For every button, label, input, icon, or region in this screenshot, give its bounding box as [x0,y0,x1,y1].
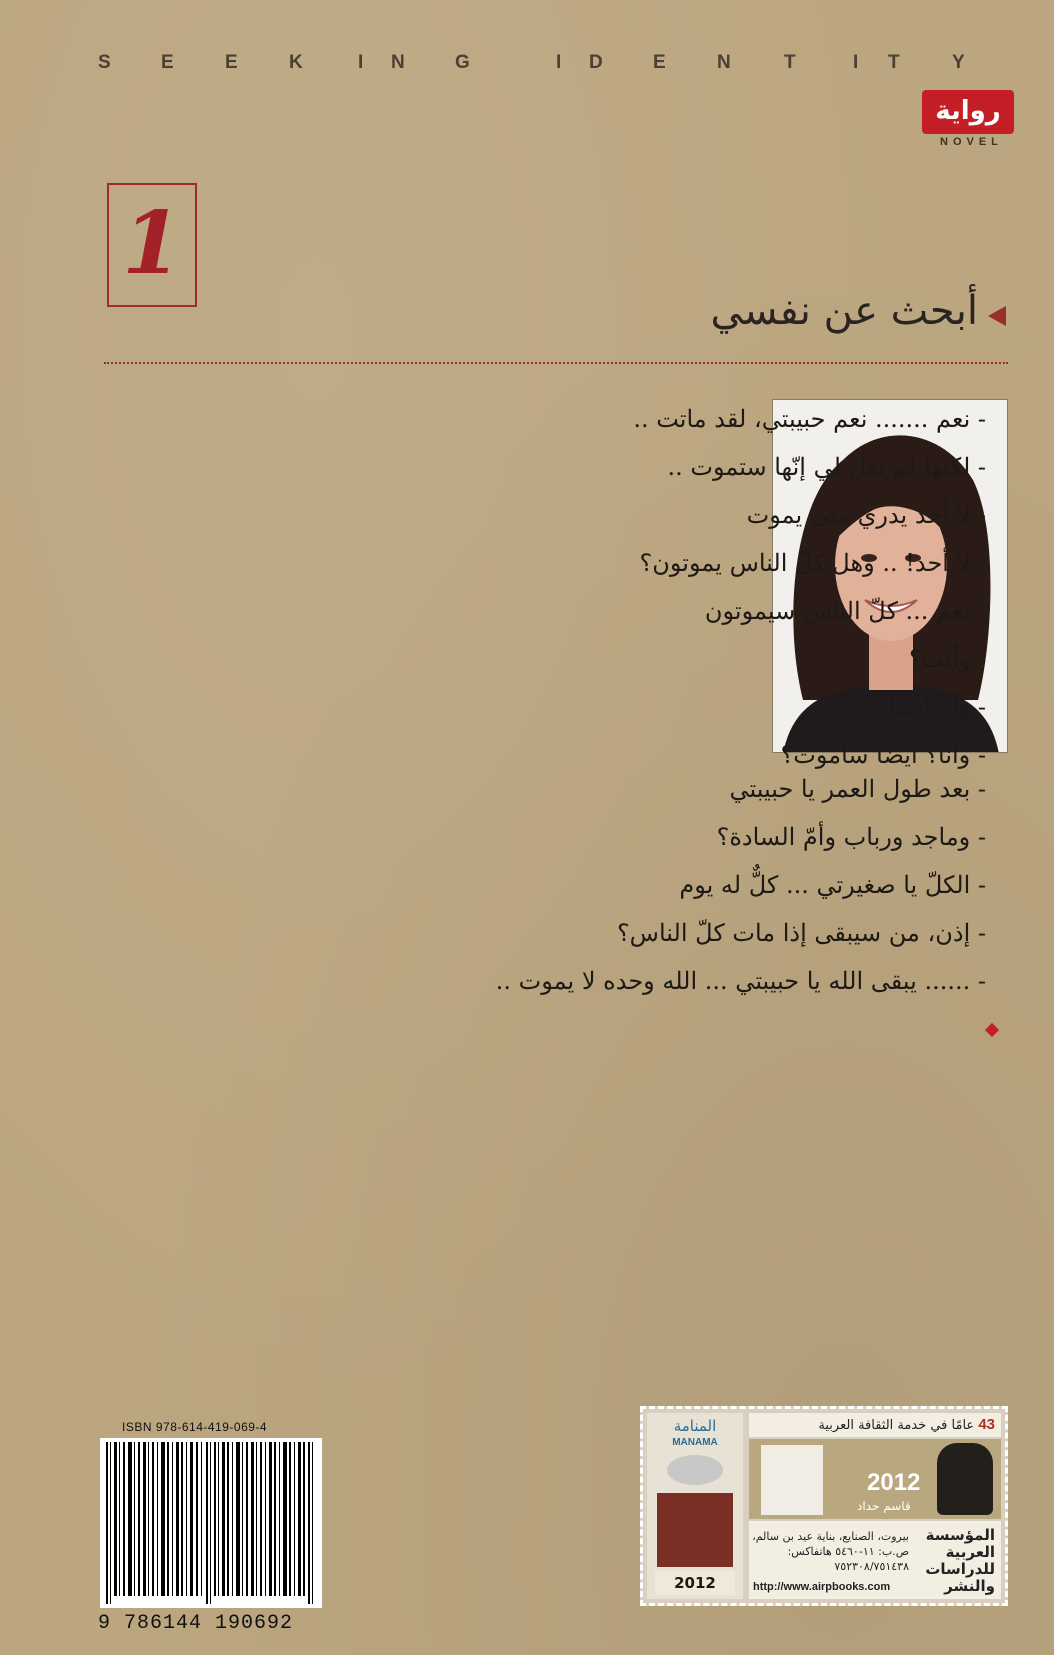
isbn-label: ISBN 978-614-419-069-4 [122,1420,268,1434]
title-text: أبحث عن نفسي [710,288,978,334]
stamp-art-year: 2012 [867,1469,921,1496]
series-number: 1 [107,183,197,307]
postage-stamp [640,1406,1008,1606]
publisher-website: http://www.airpbooks.com [753,1581,891,1593]
poem-line: - نعم ....... نعم حبيبتي، لقد ماتت .. [633,405,986,433]
dotted-divider [104,362,1008,364]
series-letter: T [888,52,900,73]
series-letter: I [358,52,364,73]
publisher-name: المؤسسة العربية للدراسات والنشر [925,1526,995,1595]
arrow-icon [988,306,1006,326]
poet-portrait-icon [761,1445,823,1515]
series-letter: N [717,52,731,73]
poem-line: - لكنّها لم تقل لي إنّها ستموت .. [667,453,986,481]
series-letter: E [653,52,666,73]
end-diamond-icon [985,1023,999,1037]
pearl-icon [667,1455,723,1485]
poem-line: - وأنا أيضًا [888,693,986,721]
stamp-header-text: عامًا في خدمة الثقافة العربية [818,1418,975,1433]
poem-line: - ...... يبقى الله يا حبيبتي ... الله وحده لا يموت .. [495,967,986,995]
publisher-logo [920,90,1020,150]
barcode-number: 9 786144 190692 [98,1612,294,1635]
poem-line: - لا أحد! .. وهل كلّ الناس يموتون؟ [639,549,986,577]
poem-line: - نعم ... كلّ الناس سيموتون [704,597,986,625]
series-letter: I [853,52,859,73]
book-title [506,288,1006,348]
poem-line: - وأنا؟ أيضًا سأموت؟ [780,741,986,769]
stamp-publisher-panel [749,1521,1001,1599]
calligraphy-icon [657,1493,733,1567]
series-letter: G [455,52,470,73]
logo-label: NOVEL [940,136,1003,148]
horse-head-logo-icon [937,1443,993,1515]
series-letter: N [391,52,405,73]
series-letter: S [98,52,111,73]
series-letter: E [225,52,238,73]
series-letter: T [784,52,796,73]
poem-block-upper [346,395,986,779]
barcode [100,1438,322,1608]
manama-label-en: MANAMA [672,1437,718,1448]
stamp-years-number: 43 [978,1416,995,1433]
series-letter: D [589,52,603,73]
series-letter: K [289,52,303,73]
poem-line: - وأنت؟ [909,645,986,673]
poem-line: - الكلّ يا صغيرتي ... كلٌّ له يوم [679,871,986,899]
barcode-bars-icon [100,1438,322,1608]
stamp-header [749,1413,1001,1437]
poem-block-lower [106,765,986,1005]
logo-mark: رواية [922,90,1014,134]
publisher-address: بيروت، الصنايع، بناية عيد بن سالم، ص.ب: ١١-٥٤٦٠ هاتفاكس: ٧٥٢٣٠٨/٧٥١٤٣٨ [752,1530,909,1573]
poem-line: - إذن، من سيبقى إذا مات كلّ الناس؟ [616,919,986,947]
series-letter: Y [952,52,965,73]
stamp-artwork [749,1439,1001,1519]
poem-line: - بعد طول العمر يا حبيبتي [729,775,986,803]
stamp-manama-panel [647,1413,743,1599]
series-letter: I [556,52,562,73]
stamp-person-name: قاسم حداد [857,1499,911,1513]
manama-label-ar: المنامة [673,1417,717,1435]
poem-line: - وماجد ورباب وأمّ السادة؟ [716,823,986,851]
stamp-year: 2012 [655,1571,735,1595]
series-letter: E [161,52,174,73]
poem-line: - لا أحد يدري متى يموت [746,501,986,529]
